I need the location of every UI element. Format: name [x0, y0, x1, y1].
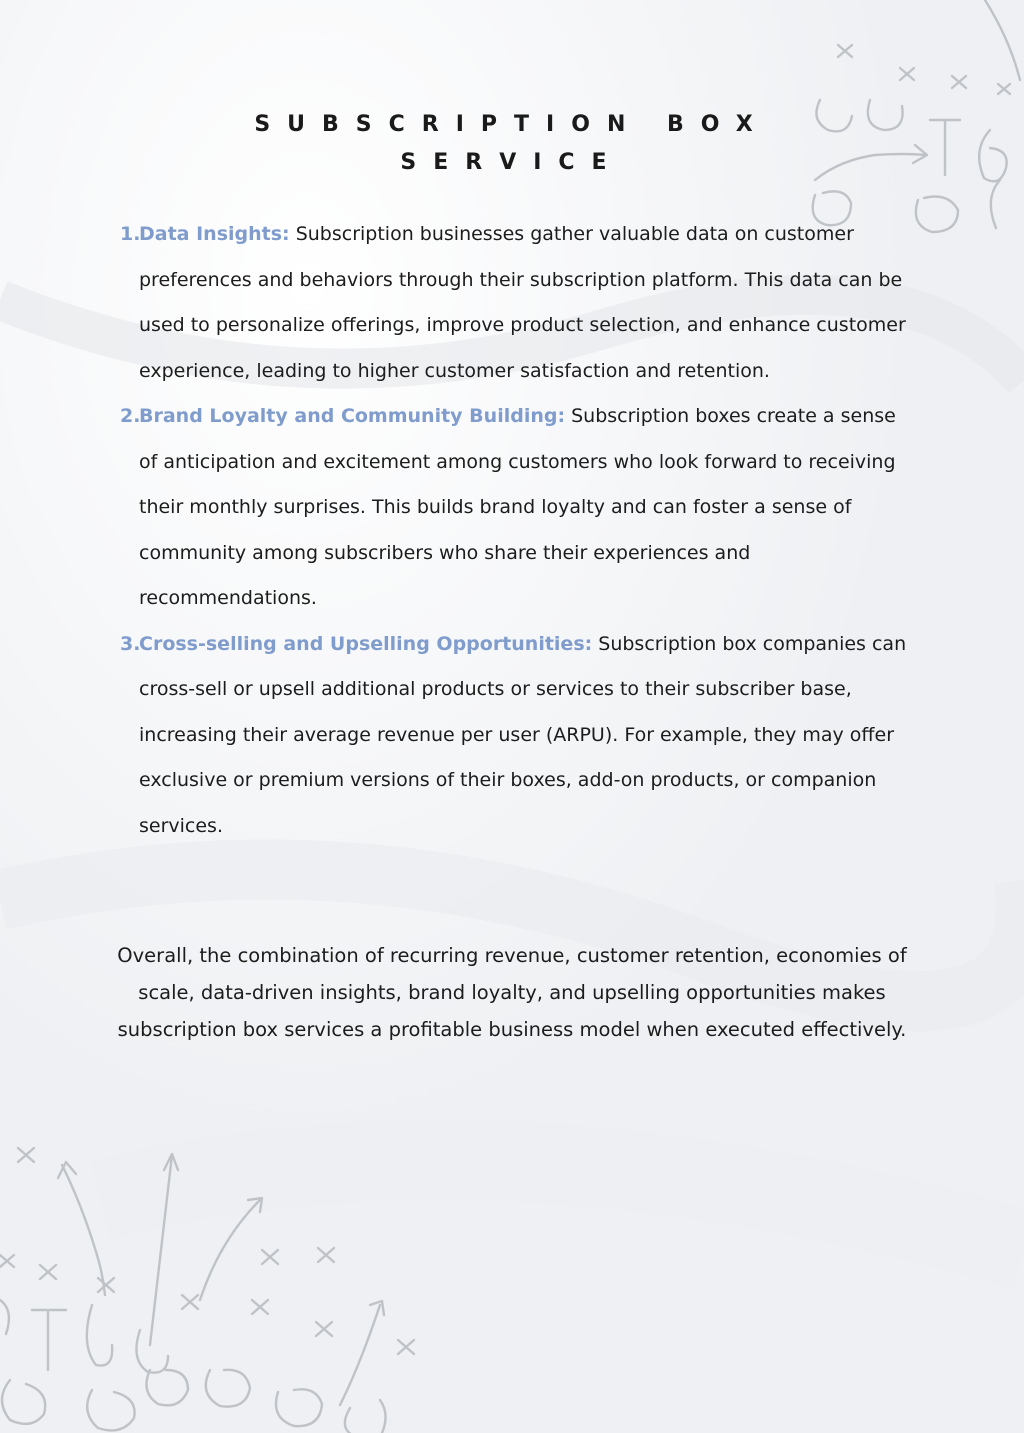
list-item-number: 3.: [120, 632, 141, 655]
list-item: [120, 394, 920, 622]
list-item-text: Subscription businesses gather valuable data on customer preferences and behaviors through their subscription platform. This data can be used to personalize offerings, improve product selection, and enhance customer experience, leading to higher customer satisfaction and retention.: [139, 223, 906, 382]
list-item-number: 2.: [120, 405, 141, 427]
list-item: [120, 622, 920, 850]
page-title-line-1: SUBSCRIPTION BOX: [254, 112, 770, 137]
list-item-heading: Data Insights:: [139, 223, 290, 245]
benefits-list: [120, 212, 920, 849]
list-item-heading: Cross-selling and Upselling Opportunities:: [139, 632, 593, 655]
page-title-line-2: SERVICE: [400, 150, 624, 175]
list-item-number: 1.: [120, 223, 141, 245]
list-item-heading: Brand Loyalty and Community Building:: [139, 405, 566, 427]
list-item-text: Subscription boxes create a sense of anticipation and excitement among customers who look forward to receiving their monthly surprises. This builds brand loyalty and can foster a sense of community among subscribers who share their experiences and recommendations.: [139, 405, 896, 609]
list-item-text: Subscription box companies can cross-sell or upsell additional products or services to their subscriber base, increasing their average revenue per user (ARPU). For example, they may offer exclusive or premium versions of their boxes, add-on products, or companion services.: [139, 632, 907, 837]
summary-paragraph: Overall, the combination of recurring revenue, customer retention, economies of scale, data-driven insights, brand loyalty, and upselling opportunities makes subscription box services a profitable business model when executed effectively.: [117, 944, 907, 1041]
list-item: [120, 212, 920, 394]
